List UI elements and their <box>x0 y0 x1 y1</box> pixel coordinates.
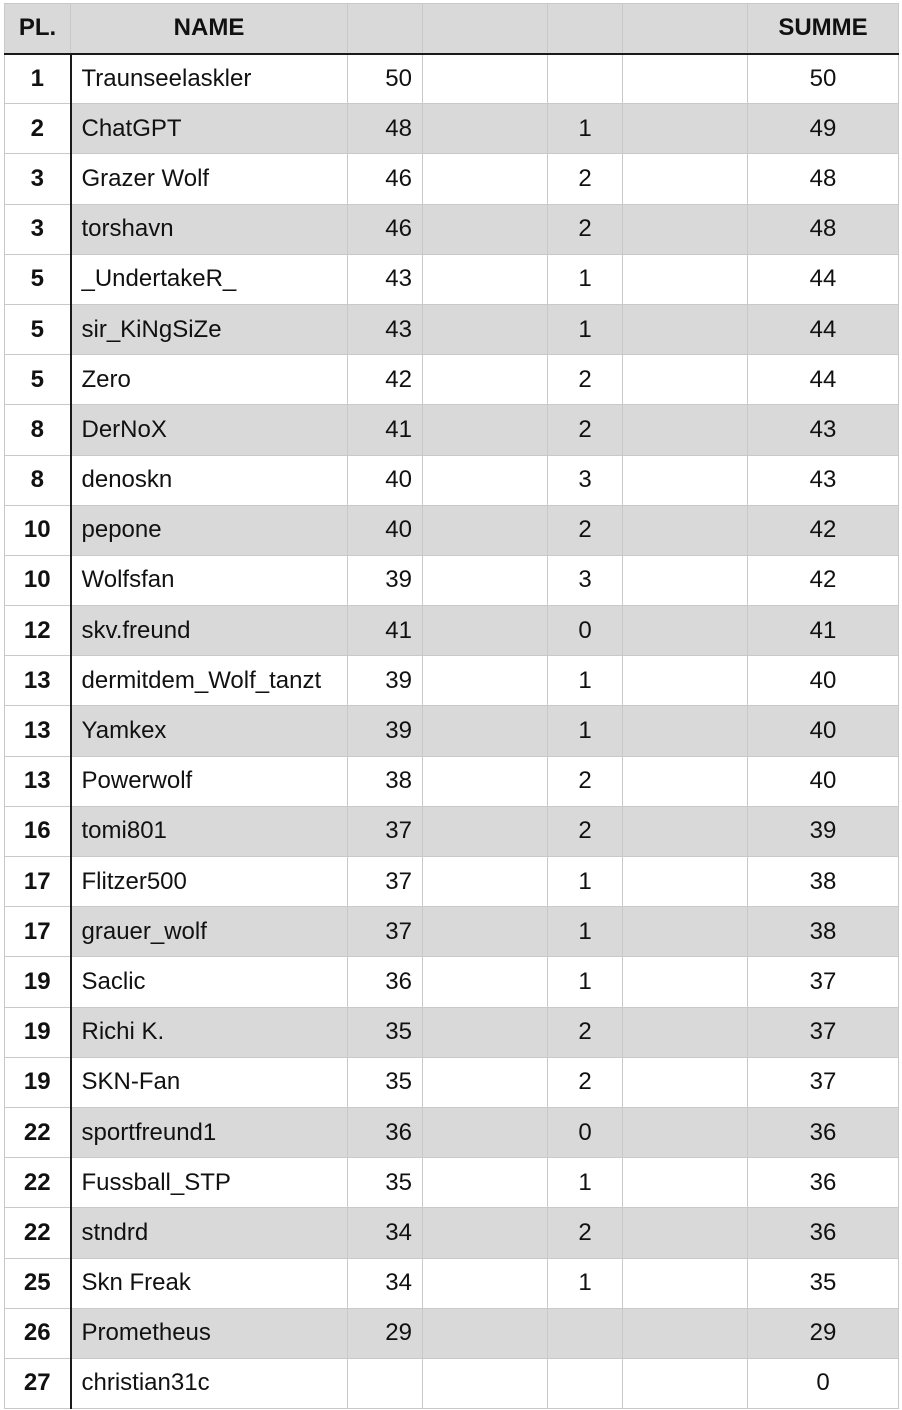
points-cell: 38 <box>348 756 423 806</box>
empty-cell <box>623 756 748 806</box>
sum-cell: 35 <box>748 1258 899 1308</box>
place-cell: 17 <box>5 857 71 907</box>
bonus-cell: 1 <box>548 907 623 957</box>
table-row <box>5 1208 899 1258</box>
name-cell: Prometheus <box>71 1308 348 1358</box>
name-cell: _UndertakeR_ <box>71 254 348 304</box>
place-cell: 10 <box>5 505 71 555</box>
points-cell: 48 <box>348 104 423 154</box>
name-cell: ChatGPT <box>71 104 348 154</box>
bonus-cell: 2 <box>548 355 623 405</box>
points-cell: 40 <box>348 455 423 505</box>
sum-cell: 50 <box>748 54 899 104</box>
bonus-cell: 2 <box>548 204 623 254</box>
points-cell: 39 <box>348 555 423 605</box>
empty-cell <box>423 154 548 204</box>
points-cell: 34 <box>348 1208 423 1258</box>
table-row <box>5 907 899 957</box>
table-row <box>5 304 899 354</box>
empty-cell <box>423 1358 548 1408</box>
empty-cell <box>623 706 748 756</box>
empty-cell <box>423 1208 548 1258</box>
name-cell: sir_KiNgSiZe <box>71 304 348 354</box>
place-cell: 5 <box>5 355 71 405</box>
place-cell: 3 <box>5 204 71 254</box>
name-cell: Richi K. <box>71 1007 348 1057</box>
sum-cell: 38 <box>748 857 899 907</box>
bonus-cell <box>548 1358 623 1408</box>
points-cell: 39 <box>348 656 423 706</box>
empty-cell <box>423 104 548 154</box>
bonus-cell <box>548 1308 623 1358</box>
sum-cell: 36 <box>748 1107 899 1157</box>
name-cell: denoskn <box>71 455 348 505</box>
table-row <box>5 806 899 856</box>
empty-cell <box>423 1057 548 1107</box>
empty-cell <box>623 857 748 907</box>
sum-cell: 37 <box>748 1007 899 1057</box>
place-cell: 22 <box>5 1107 71 1157</box>
place-cell: 1 <box>5 54 71 104</box>
points-cell: 37 <box>348 806 423 856</box>
empty-cell <box>623 204 748 254</box>
bonus-cell: 2 <box>548 756 623 806</box>
bonus-cell: 2 <box>548 154 623 204</box>
points-cell: 43 <box>348 254 423 304</box>
place-cell: 22 <box>5 1158 71 1208</box>
empty-cell <box>623 154 748 204</box>
sum-cell: 29 <box>748 1308 899 1358</box>
bonus-cell: 1 <box>548 656 623 706</box>
name-cell: Grazer Wolf <box>71 154 348 204</box>
empty-cell <box>623 1258 748 1308</box>
sum-cell: 44 <box>748 355 899 405</box>
sum-cell: 40 <box>748 756 899 806</box>
table-row <box>5 154 899 204</box>
table-row <box>5 857 899 907</box>
empty-cell <box>423 806 548 856</box>
table-row <box>5 405 899 455</box>
bonus-cell <box>548 54 623 104</box>
table-row <box>5 1308 899 1358</box>
empty-cell <box>623 54 748 104</box>
place-cell: 17 <box>5 907 71 957</box>
sum-cell: 0 <box>748 1358 899 1408</box>
name-cell: Fussball_STP <box>71 1158 348 1208</box>
bonus-cell: 0 <box>548 1107 623 1157</box>
standings-table <box>4 3 899 1409</box>
points-cell: 42 <box>348 355 423 405</box>
empty-cell <box>423 254 548 304</box>
name-cell: grauer_wolf <box>71 907 348 957</box>
name-cell: skv.freund <box>71 606 348 656</box>
table-row <box>5 254 899 304</box>
table-row <box>5 204 899 254</box>
sum-cell: 42 <box>748 555 899 605</box>
empty-cell <box>623 907 748 957</box>
table-row <box>5 1007 899 1057</box>
place-cell: 10 <box>5 555 71 605</box>
bonus-cell: 2 <box>548 1057 623 1107</box>
bonus-cell: 1 <box>548 1258 623 1308</box>
empty-cell <box>623 1007 748 1057</box>
empty-cell <box>623 957 748 1007</box>
empty-cell <box>423 857 548 907</box>
table-row <box>5 555 899 605</box>
table-row <box>5 54 899 104</box>
points-cell: 39 <box>348 706 423 756</box>
name-cell: dermitdem_Wolf_tanzt <box>71 656 348 706</box>
table-row <box>5 1358 899 1408</box>
bonus-cell: 1 <box>548 857 623 907</box>
name-cell: Saclic <box>71 957 348 1007</box>
sum-cell: 42 <box>748 505 899 555</box>
place-cell: 19 <box>5 1007 71 1057</box>
points-cell: 35 <box>348 1007 423 1057</box>
header-row <box>5 4 899 54</box>
name-cell: christian31c <box>71 1358 348 1408</box>
empty-cell <box>623 1208 748 1258</box>
bonus-cell: 3 <box>548 555 623 605</box>
bonus-cell: 1 <box>548 304 623 354</box>
bonus-cell: 2 <box>548 405 623 455</box>
points-cell: 36 <box>348 1107 423 1157</box>
table-row <box>5 1258 899 1308</box>
points-cell: 35 <box>348 1158 423 1208</box>
empty-cell <box>623 355 748 405</box>
empty-cell <box>423 54 548 104</box>
empty-cell <box>623 304 748 354</box>
empty-cell <box>423 204 548 254</box>
name-cell: torshavn <box>71 204 348 254</box>
bonus-cell: 2 <box>548 1007 623 1057</box>
sum-cell: 36 <box>748 1208 899 1258</box>
sum-cell: 36 <box>748 1158 899 1208</box>
name-cell: Traunseelaskler <box>71 54 348 104</box>
empty-cell <box>623 405 748 455</box>
bonus-cell: 0 <box>548 606 623 656</box>
empty-cell <box>623 606 748 656</box>
empty-cell <box>423 1107 548 1157</box>
table-row <box>5 1107 899 1157</box>
name-cell: tomi801 <box>71 806 348 856</box>
empty-cell <box>423 706 548 756</box>
empty-cell <box>623 1057 748 1107</box>
bonus-cell: 2 <box>548 505 623 555</box>
sum-cell: 39 <box>748 806 899 856</box>
name-cell: sportfreund1 <box>71 1107 348 1157</box>
sum-cell: 44 <box>748 254 899 304</box>
empty-cell <box>423 555 548 605</box>
points-cell: 29 <box>348 1308 423 1358</box>
empty-cell <box>423 1308 548 1358</box>
empty-cell <box>423 405 548 455</box>
header-col4 <box>423 4 548 54</box>
empty-cell <box>423 355 548 405</box>
place-cell: 19 <box>5 957 71 1007</box>
empty-cell <box>423 756 548 806</box>
empty-cell <box>623 806 748 856</box>
points-cell: 50 <box>348 54 423 104</box>
name-cell: Yamkex <box>71 706 348 756</box>
bonus-cell: 1 <box>548 957 623 1007</box>
points-cell: 41 <box>348 405 423 455</box>
place-cell: 2 <box>5 104 71 154</box>
empty-cell <box>623 455 748 505</box>
bonus-cell: 2 <box>548 806 623 856</box>
header-col5 <box>548 4 623 54</box>
empty-cell <box>623 505 748 555</box>
place-cell: 8 <box>5 405 71 455</box>
table-row <box>5 656 899 706</box>
empty-cell <box>423 606 548 656</box>
bonus-cell: 1 <box>548 104 623 154</box>
points-cell: 46 <box>348 154 423 204</box>
table-row <box>5 1057 899 1107</box>
header-sum: SUMME <box>748 4 899 54</box>
points-cell: 37 <box>348 907 423 957</box>
points-cell: 43 <box>348 304 423 354</box>
sum-cell: 49 <box>748 104 899 154</box>
sum-cell: 37 <box>748 957 899 1007</box>
place-cell: 13 <box>5 706 71 756</box>
header-col6 <box>623 4 748 54</box>
place-cell: 5 <box>5 304 71 354</box>
empty-cell <box>623 1308 748 1358</box>
name-cell: pepone <box>71 505 348 555</box>
name-cell: DerNoX <box>71 405 348 455</box>
sum-cell: 44 <box>748 304 899 354</box>
empty-cell <box>423 455 548 505</box>
table-row <box>5 706 899 756</box>
sum-cell: 48 <box>748 204 899 254</box>
place-cell: 19 <box>5 1057 71 1107</box>
points-cell: 36 <box>348 957 423 1007</box>
sum-cell: 41 <box>748 606 899 656</box>
points-cell: 35 <box>348 1057 423 1107</box>
sum-cell: 48 <box>748 154 899 204</box>
place-cell: 13 <box>5 656 71 706</box>
table-row <box>5 1158 899 1208</box>
name-cell: stndrd <box>71 1208 348 1258</box>
place-cell: 27 <box>5 1358 71 1408</box>
bonus-cell: 3 <box>548 455 623 505</box>
place-cell: 12 <box>5 606 71 656</box>
name-cell: Powerwolf <box>71 756 348 806</box>
header-place: PL. <box>5 4 71 54</box>
empty-cell <box>423 505 548 555</box>
place-cell: 22 <box>5 1208 71 1258</box>
table-row <box>5 455 899 505</box>
header-name: NAME <box>71 4 348 54</box>
table-row <box>5 606 899 656</box>
table-row <box>5 756 899 806</box>
bonus-cell: 1 <box>548 1158 623 1208</box>
empty-cell <box>423 304 548 354</box>
name-cell: SKN-Fan <box>71 1057 348 1107</box>
empty-cell <box>423 1007 548 1057</box>
empty-cell <box>623 1358 748 1408</box>
bonus-cell: 1 <box>548 254 623 304</box>
place-cell: 26 <box>5 1308 71 1358</box>
points-cell: 40 <box>348 505 423 555</box>
place-cell: 25 <box>5 1258 71 1308</box>
place-cell: 8 <box>5 455 71 505</box>
points-cell: 41 <box>348 606 423 656</box>
sum-cell: 38 <box>748 907 899 957</box>
table-row <box>5 104 899 154</box>
empty-cell <box>623 555 748 605</box>
empty-cell <box>423 907 548 957</box>
sum-cell: 43 <box>748 455 899 505</box>
empty-cell <box>423 1258 548 1308</box>
empty-cell <box>423 957 548 1007</box>
bonus-cell: 1 <box>548 706 623 756</box>
points-cell: 46 <box>348 204 423 254</box>
table-row <box>5 505 899 555</box>
sum-cell: 43 <box>748 405 899 455</box>
sum-cell: 40 <box>748 706 899 756</box>
place-cell: 3 <box>5 154 71 204</box>
header-col3 <box>348 4 423 54</box>
empty-cell <box>623 656 748 706</box>
place-cell: 5 <box>5 254 71 304</box>
sum-cell: 40 <box>748 656 899 706</box>
table-row <box>5 957 899 1007</box>
name-cell: Flitzer500 <box>71 857 348 907</box>
empty-cell <box>623 1107 748 1157</box>
place-cell: 16 <box>5 806 71 856</box>
empty-cell <box>623 104 748 154</box>
place-cell: 13 <box>5 756 71 806</box>
empty-cell <box>423 656 548 706</box>
table-row <box>5 355 899 405</box>
empty-cell <box>423 1158 548 1208</box>
name-cell: Skn Freak <box>71 1258 348 1308</box>
table-body <box>5 54 899 1409</box>
name-cell: Wolfsfan <box>71 555 348 605</box>
empty-cell <box>623 1158 748 1208</box>
name-cell: Zero <box>71 355 348 405</box>
points-cell: 37 <box>348 857 423 907</box>
points-cell: 34 <box>348 1258 423 1308</box>
sum-cell: 37 <box>748 1057 899 1107</box>
bonus-cell: 2 <box>548 1208 623 1258</box>
points-cell <box>348 1358 423 1408</box>
empty-cell <box>623 254 748 304</box>
